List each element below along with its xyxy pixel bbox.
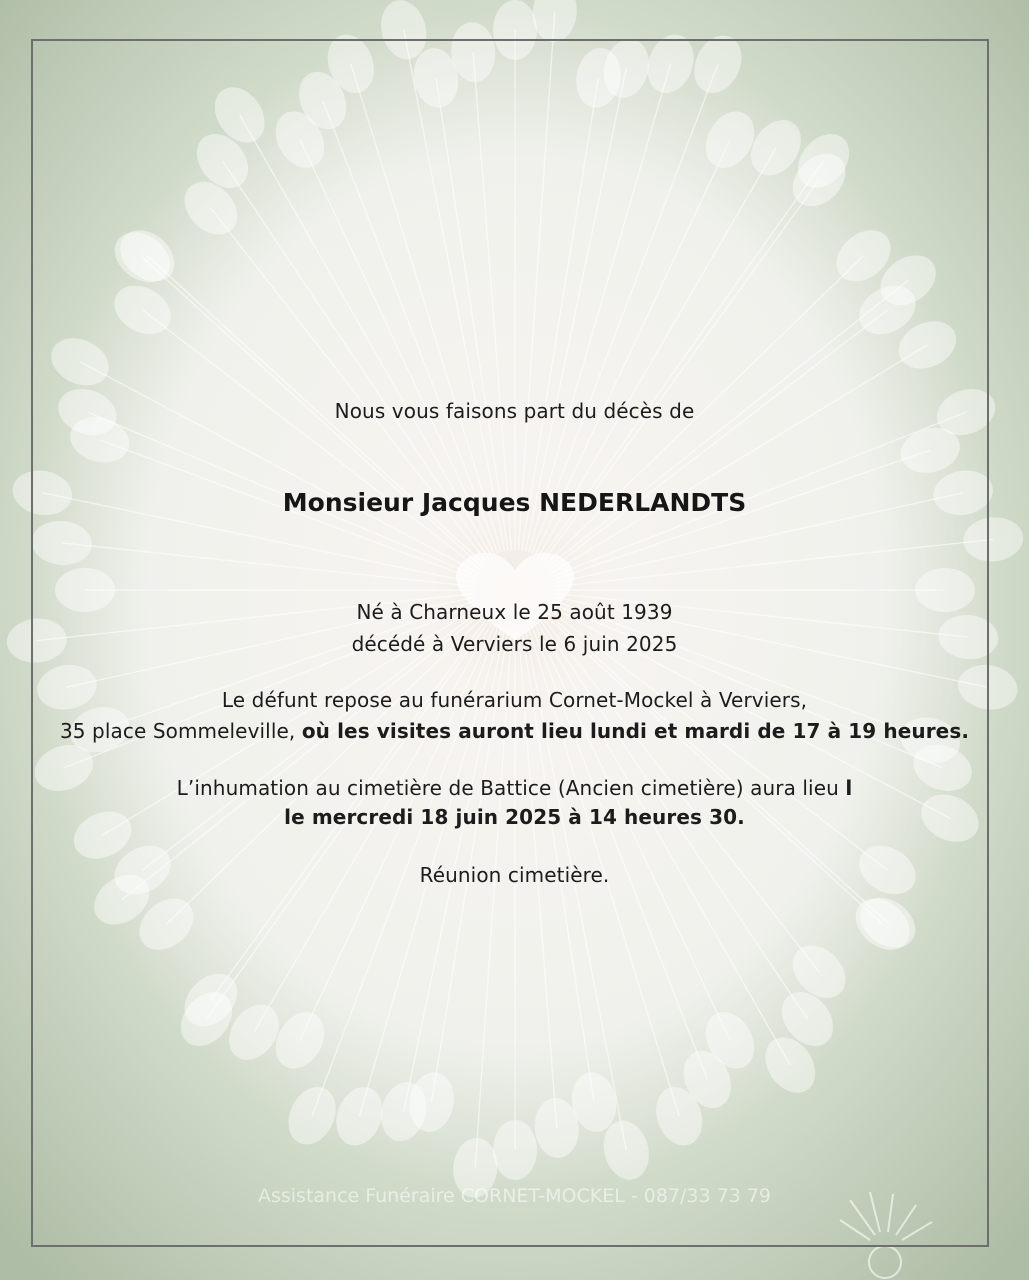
burial-date-line: le mercredi 18 juin 2025 à 14 heures 30. xyxy=(284,805,745,829)
meeting-info: Réunion cimetière. xyxy=(419,863,610,887)
address-text: 35 place Sommeleville, xyxy=(59,719,302,743)
funeral-home-line: Le défunt repose au funérarium Cornet-Mockel à Verviers, xyxy=(221,688,808,712)
visit-hours-text: où les visites auront lieu lundi et mardi de 17 à 19 heures. xyxy=(301,719,970,743)
intro-text: Nous vous faisons part du décès de xyxy=(334,399,695,423)
burial-location-bold-text: l xyxy=(845,776,853,800)
death-info: décédé à Verviers le 6 juin 2025 xyxy=(351,632,678,656)
burial-location-text: L’inhumation au cimetière de Battice (Ancien cimetière) aura lieu xyxy=(176,776,846,800)
burial-location-line xyxy=(0,776,1029,800)
footer-funeral-assistance: Assistance Funéraire CORNET-MOCKEL - 087/33 73 79 xyxy=(257,1185,772,1207)
visit-info-line xyxy=(0,719,1029,743)
birth-info: Né à Charneux le 25 août 1939 xyxy=(356,600,673,624)
deceased-name: Monsieur Jacques NEDERLANDTS xyxy=(282,488,747,517)
